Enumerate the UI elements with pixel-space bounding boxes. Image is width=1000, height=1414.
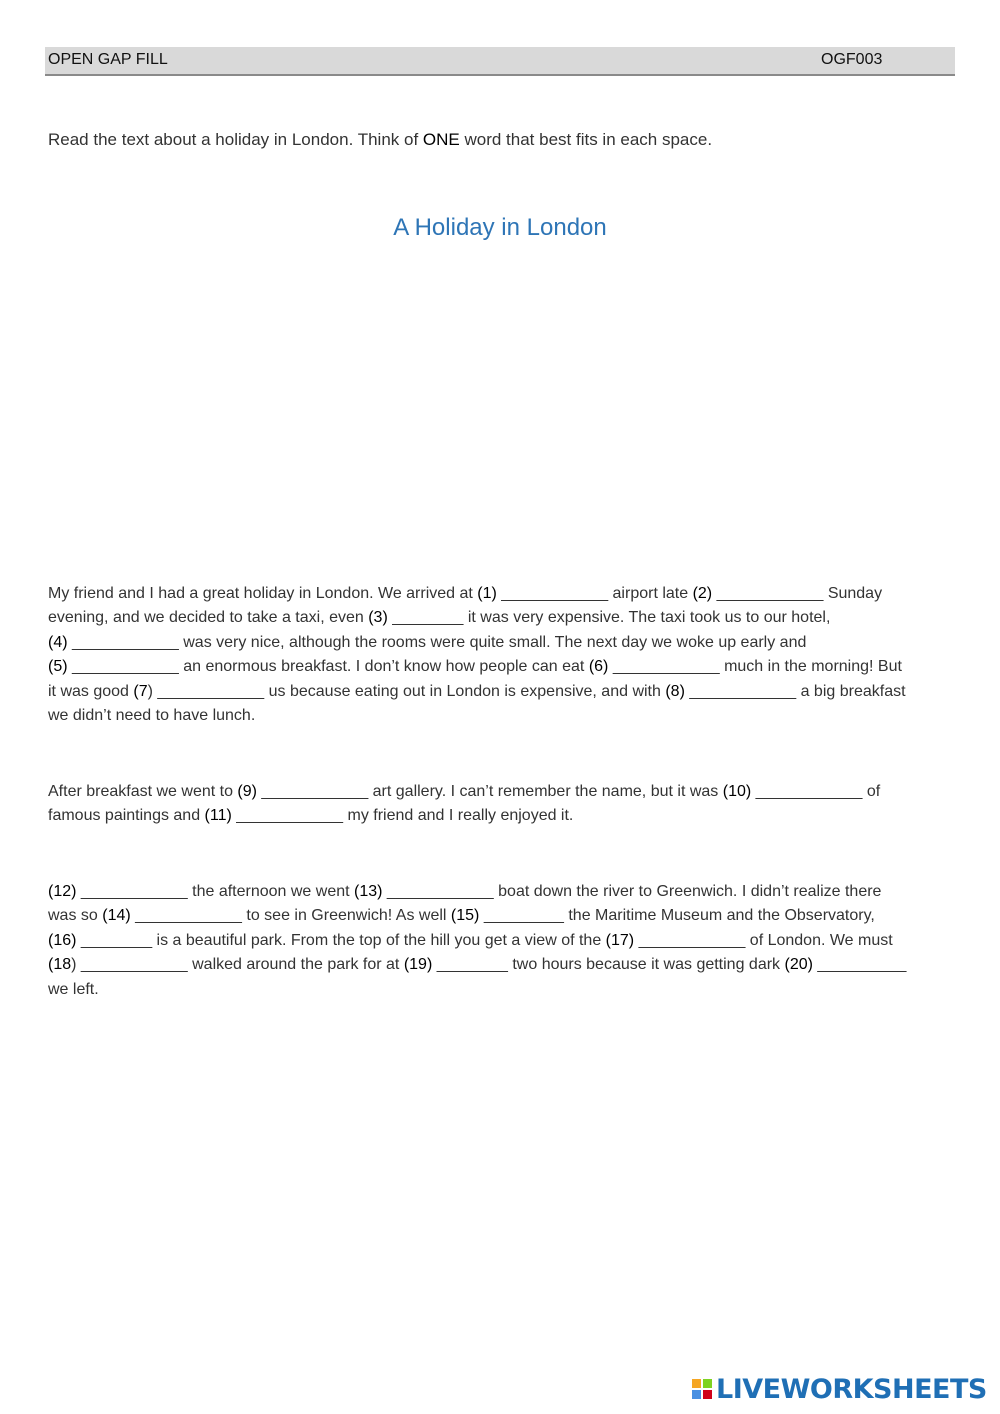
gap-number: (18 (48, 956, 72, 974)
text-line: we left. (48, 980, 99, 998)
text-line: (18) ____________ walked around the park for at (19) ________ two hours because it was getting dark (20) __________ (48, 956, 907, 974)
logo-square (692, 1390, 701, 1399)
paragraph-3 (48, 880, 953, 1002)
gap-number: (19) (403, 956, 433, 974)
gap-number: (11) (204, 807, 232, 825)
instructions: Read the text about a holiday in London. Think of ONE word that best fits in each space. (48, 130, 713, 149)
gap-number: (10) (722, 783, 752, 800)
text-line: famous paintings and (11) ____________ my friend and I really enjoyed it. (48, 807, 574, 825)
header-bar (45, 47, 955, 76)
gap-number: (7 (133, 682, 148, 700)
gap-number: (8) (665, 682, 685, 700)
logo-mark-icon (692, 1379, 712, 1399)
emphasis-one: ONE (422, 130, 460, 149)
text-line: (12) ____________ the afternoon we went (13) ____________ boat down the river to Greenwich. I didn’t realize there (48, 883, 882, 900)
logo-text: LIVEWORKSHEETS (716, 1373, 987, 1405)
text-line: we didn’t need to have lunch. (48, 707, 256, 725)
gap-number: (1) (477, 585, 497, 602)
paragraph-2 (48, 780, 953, 829)
gap-number: (9) (237, 783, 257, 800)
logo-square (692, 1379, 701, 1388)
gap-number: (6) (588, 658, 609, 676)
gap-number: (15) (450, 907, 480, 925)
text-line: was so (14) ____________ to see in Greenwich! As well (15) _________ the Maritime Museum and the Observatory, (48, 907, 875, 925)
gap-number: (16) (48, 931, 77, 949)
paragraph-1 (48, 582, 953, 728)
text-line: After breakfast we went to (9) ____________ art gallery. I can’t remember the name, but it was (10) ____________ of (48, 783, 881, 800)
gap-number: (13) (354, 883, 383, 900)
gap-number: (4) (48, 633, 68, 651)
worksheet-type: OPEN GAP FILL (48, 51, 168, 68)
text-line: My friend and I had a great holiday in London. We arrived at (1) ____________ airport late (2) ____________ Sunday (48, 585, 883, 602)
gap-number: (2) (692, 585, 713, 602)
text-line: evening, and we decided to take a taxi, even (3) ________ it was very expensive. The taxi took us to our hotel, (48, 609, 831, 627)
text-line: (5) ____________ an enormous breakfast. I don’t know how people can eat (6) ____________ much in the morning! But (48, 658, 902, 676)
gap-number: (3) (368, 609, 388, 627)
gap-number: (5) (48, 658, 68, 676)
gap-number: (17) (605, 931, 635, 949)
worksheet-code: OGF003 (821, 51, 883, 68)
liveworksheets-logo[interactable] (692, 1374, 987, 1404)
gap-number: (12) (48, 883, 77, 900)
gap-number: (14) (102, 907, 131, 925)
text-line: (16) ________ is a beautiful park. From the top of the hill you get a view of the (17) ____________ of London. We must (48, 931, 893, 949)
text-line: (4) ____________ was very nice, although the rooms were quite small. The next day we woke up early and (48, 633, 807, 651)
gap-number: (20) (784, 956, 813, 974)
logo-square (703, 1390, 712, 1399)
text-line: it was good (7) ____________ us because eating out in London is expensive, and with (8) ____________ a big breakfast (48, 682, 906, 700)
page-title: A Holiday in London (393, 214, 607, 241)
logo-square (703, 1379, 712, 1388)
